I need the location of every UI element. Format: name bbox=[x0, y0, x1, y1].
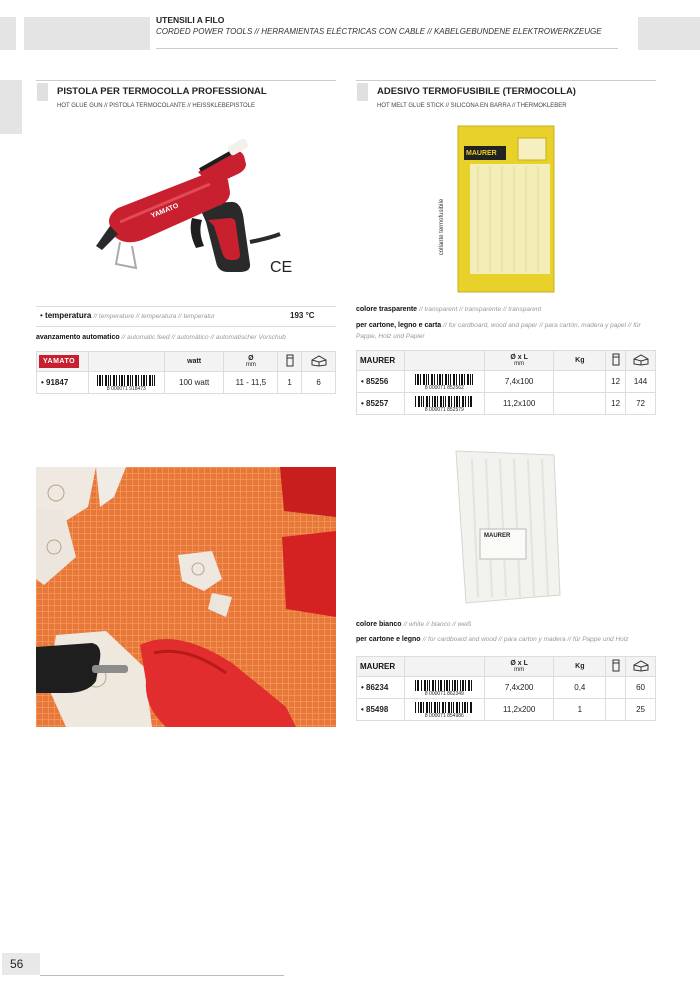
glue-stick-transparent-table bbox=[356, 350, 656, 415]
table-carton-head bbox=[626, 657, 656, 677]
table-kg-head: Kg bbox=[554, 351, 606, 371]
table-diameter-head bbox=[224, 352, 278, 372]
barcode-cell bbox=[404, 371, 484, 393]
svg-text:YAMATO: YAMATO bbox=[150, 202, 180, 220]
left-product-title: PISTOLA PER TERMOCOLLA PROFESSIONAL bbox=[57, 86, 267, 97]
side-tab bbox=[0, 80, 22, 134]
spec-auto-feed bbox=[36, 334, 286, 341]
spec-temperature-value: 193 °C bbox=[290, 311, 315, 320]
maurer-logo: MAURER bbox=[360, 356, 396, 365]
footer-divider bbox=[40, 975, 284, 976]
barcode-number: 8 000071 854986 bbox=[424, 712, 464, 719]
spec-auto-feed-alt: // automatic feed // automático // automatischer Vorschub bbox=[121, 334, 286, 341]
table-row bbox=[357, 699, 656, 721]
barcode-number: 8 000071 852579 bbox=[424, 406, 464, 413]
carton-icon bbox=[633, 354, 649, 366]
diameter-cell: 11 - 11,5 bbox=[224, 372, 278, 394]
pack-brand-label: MAURER bbox=[466, 150, 497, 157]
dimension-label: Ø x L bbox=[510, 354, 528, 361]
left-product-subtitle: HOT GLUE GUN // PISTOLA TERMOCOLANTE // HEISSKLEBEPISTOLE bbox=[57, 103, 255, 109]
table-brand-cell bbox=[357, 351, 405, 371]
table-watt-head: watt bbox=[164, 352, 224, 372]
color-transparent-alt: // transparent // transparente // transparent bbox=[419, 306, 542, 313]
kg-cell bbox=[554, 393, 606, 415]
yamato-logo: YAMATO bbox=[39, 355, 79, 368]
right-product-subtitle: HOT MELT GLUE STICK // SILICONA EN BARRA // THERMOKLEBER bbox=[377, 103, 567, 109]
box-icon bbox=[612, 353, 620, 366]
page-category-title: UTENSILI A FILO bbox=[156, 15, 225, 25]
carton-cell: 60 bbox=[626, 677, 656, 699]
dimension-label: Ø x L bbox=[510, 660, 528, 667]
table-pack-head bbox=[606, 657, 626, 677]
tile-mosaic-photo bbox=[36, 467, 336, 727]
header-block-right bbox=[638, 17, 700, 50]
dimension-cell: 7,4x100 bbox=[484, 371, 554, 393]
color-white-label: colore bianco bbox=[356, 621, 402, 628]
diameter-symbol: Ø bbox=[248, 355, 254, 362]
use-cardboard-wood-paper-spec bbox=[356, 320, 658, 342]
table-barcode-head bbox=[404, 657, 484, 677]
spec-divider-top bbox=[36, 306, 336, 307]
table-row bbox=[357, 393, 656, 415]
product-code: • 85498 bbox=[357, 699, 405, 721]
glue-gun-table bbox=[36, 351, 336, 394]
barcode-cell bbox=[88, 372, 164, 394]
page-category-subtitle: CORDED POWER TOOLS // HERRAMIENTAS ELÉCTRICAS CON CABLE // KABELGEBUNDENE ELEKTROWERKZEUGE bbox=[156, 27, 602, 36]
product-code: • 86234 bbox=[357, 677, 405, 699]
use-cardboard-wood-spec bbox=[356, 636, 658, 643]
use-cardboard-wood-alt: // for cardboard and wood // para carton y madera // für Pappe und Holz bbox=[422, 636, 629, 643]
pack-cell: 12 bbox=[606, 371, 626, 393]
table-row bbox=[357, 677, 656, 699]
box-icon bbox=[286, 354, 294, 367]
right-section-line bbox=[356, 80, 656, 81]
barcode-cell bbox=[404, 677, 484, 699]
table-carton-head bbox=[302, 352, 336, 372]
barcode-number: 8 000071 852562 bbox=[424, 384, 464, 391]
table-pack-head bbox=[606, 351, 626, 371]
carton-cell: 144 bbox=[626, 371, 656, 393]
color-white-alt: // white // blanco // weiß bbox=[403, 621, 472, 628]
barcode-number: 8 000071 862349 bbox=[424, 690, 464, 697]
table-barcode-head bbox=[88, 352, 164, 372]
pack-cell bbox=[606, 677, 626, 699]
carton-icon bbox=[633, 660, 649, 672]
left-section-marker bbox=[37, 83, 48, 101]
color-white-spec bbox=[356, 621, 471, 628]
pack-cell bbox=[606, 699, 626, 721]
table-brand-cell bbox=[37, 352, 89, 372]
use-cardboard-wood-label: per cartone e legno bbox=[356, 636, 421, 643]
glue-stick-pack-image bbox=[439, 124, 556, 294]
table-dimension-head bbox=[484, 657, 554, 677]
dimension-unit: mm bbox=[514, 361, 525, 367]
table-dimension-head bbox=[484, 351, 554, 371]
table-kg-head: Kg bbox=[554, 657, 606, 677]
carton-cell: 6 bbox=[302, 372, 336, 394]
table-pack-head bbox=[278, 352, 302, 372]
header-block-left bbox=[0, 17, 16, 50]
spec-divider-mid bbox=[36, 326, 336, 327]
diameter-unit: mm bbox=[245, 362, 256, 368]
glue-gun-image bbox=[80, 122, 300, 292]
table-row bbox=[37, 372, 336, 394]
bag-brand-label: MAURER bbox=[484, 533, 511, 539]
table-barcode-head bbox=[404, 351, 484, 371]
product-code: • 91847 bbox=[37, 372, 89, 394]
barcode-cell bbox=[404, 699, 484, 721]
product-code: • 85257 bbox=[357, 393, 405, 415]
spec-auto-feed-label: avanzamento automatico bbox=[36, 334, 120, 341]
barcode-number: 8 000071 918473 bbox=[106, 385, 146, 392]
dimension-cell: 11,2x100 bbox=[484, 393, 554, 415]
header-block-mid bbox=[24, 17, 150, 50]
right-section-marker bbox=[357, 83, 368, 101]
watt-cell: 100 watt bbox=[164, 372, 224, 394]
use-cardboard-wood-paper-alt: // for cardboard, wood and paper // para cartón, madera y papel // für Pappe, Holz und Papier bbox=[356, 322, 641, 340]
carton-cell: 25 bbox=[626, 699, 656, 721]
spec-temperature-alt: // temperature // temperatura // temperatur bbox=[93, 313, 215, 320]
kg-cell: 0,4 bbox=[554, 677, 606, 699]
dimension-unit: mm bbox=[514, 667, 525, 673]
table-carton-head bbox=[626, 351, 656, 371]
table-brand-cell bbox=[357, 657, 405, 677]
color-transparent-spec bbox=[356, 306, 541, 313]
left-section-line bbox=[36, 80, 336, 81]
maurer-logo: MAURER bbox=[360, 662, 396, 671]
kg-cell: 1 bbox=[554, 699, 606, 721]
carton-icon bbox=[311, 355, 327, 367]
pack-cell: 12 bbox=[606, 393, 626, 415]
glue-stick-bag-image bbox=[450, 445, 565, 607]
pack-cell: 1 bbox=[278, 372, 302, 394]
barcode-cell bbox=[404, 393, 484, 415]
use-cardboard-wood-paper-label: per cartone, legno e carta bbox=[356, 322, 442, 329]
box-icon bbox=[612, 659, 620, 672]
page-number: 56 bbox=[2, 953, 40, 975]
dimension-cell: 11,2x200 bbox=[484, 699, 554, 721]
dimension-cell: 7,4x200 bbox=[484, 677, 554, 699]
kg-cell bbox=[554, 371, 606, 393]
color-transparent-label: colore trasparente bbox=[356, 306, 418, 313]
right-product-title: ADESIVO TERMOFUSIBILE (TERMOCOLLA) bbox=[377, 86, 576, 97]
table-row bbox=[357, 371, 656, 393]
spec-temperature-label: temperatura bbox=[45, 311, 92, 320]
spec-temperature: • temperatura // temperature // temperatura // temperatur bbox=[40, 311, 215, 320]
carton-cell: 72 bbox=[626, 393, 656, 415]
header-divider bbox=[156, 48, 618, 49]
pack-side-text: collante termofusibile bbox=[439, 198, 446, 256]
product-code: • 85256 bbox=[357, 371, 405, 393]
glue-stick-white-table bbox=[356, 656, 656, 721]
svg-text:CE: CE bbox=[270, 259, 293, 276]
